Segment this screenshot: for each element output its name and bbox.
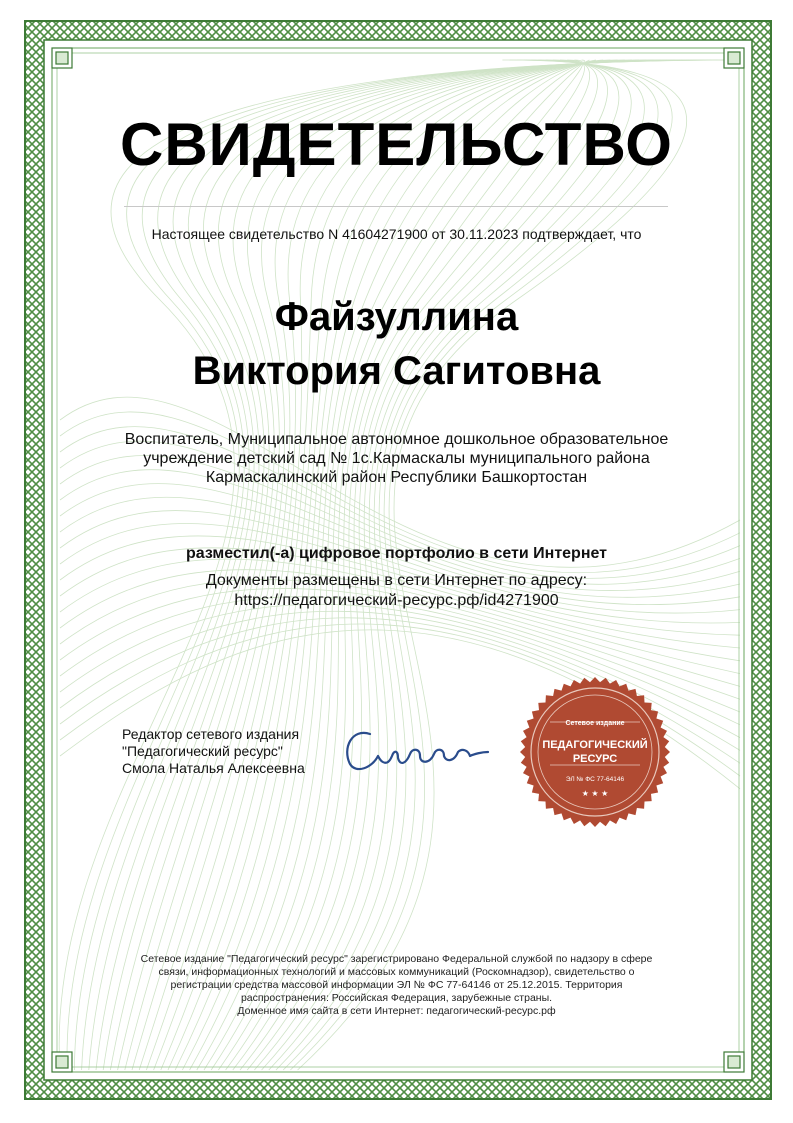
position-line: Кармаскалинский район Республики Башкортостан [205, 469, 588, 486]
editor-line: "Педагогический ресурс" [122, 743, 283, 759]
footer-line: Сетевое издание "Педагогический ресурс" зарегистрировано Федеральной службой по надзору в сфере [140, 953, 653, 965]
editor-block [122, 726, 305, 777]
editor-line: Редактор сетевого издания [122, 726, 300, 742]
footer-line: связи, информационных технологий и массовых коммуникаций (Роскомнадзор), свидетельство о [158, 966, 635, 978]
footer-line: Доменное имя сайта в сети Интернет: педагогический-ресурс.рф [237, 1005, 556, 1017]
title-divider [124, 206, 668, 207]
certificate-action: разместил(-а) цифровое портфолио в сети Интернет [185, 545, 608, 562]
documents-block [0, 571, 793, 611]
documents-url: https://педагогический-ресурс.рф/id4271900 [234, 592, 559, 609]
guilloche-pattern [59, 60, 740, 1070]
documents-label: Документы размещены в сети Интернет по адресу: [205, 572, 588, 589]
certificate-intro: Настоящее свидетельство N 41604271900 от 30.11.2023 подтверждает, что [151, 226, 642, 242]
footer-line: распространения: Российская Федерация, зарубежные страны. [240, 992, 553, 1004]
publisher-seal [520, 677, 670, 827]
recipient-position [90, 430, 703, 487]
seal-stars: ★ ★ ★ [581, 789, 609, 798]
seal-name-line1: ПЕДАГОГИЧЕСКИЙ [542, 739, 648, 751]
footer-line: регистрации средства массовой информации ЭЛ № ФС 77-64146 от 25.12.2015. Территория [170, 979, 623, 991]
position-line: Воспитатель, Муниципальное автономное дошкольное образовательное [124, 431, 669, 448]
seal-reg-number: ЭЛ № ФС 77-64146 [565, 776, 625, 783]
recipient-surname: Файзуллина [274, 295, 519, 339]
editor-line: Смола Наталья Алексеевна [122, 760, 305, 776]
certificate-title: СВИДЕТЕЛЬСТВО [120, 111, 673, 178]
seal-top-text: Сетевое издание [565, 720, 625, 727]
seal-name-line2: РЕСУРС [572, 753, 618, 765]
registration-footer [120, 953, 673, 1018]
recipient-given-names: Виктория Сагитовна [192, 349, 601, 393]
signature-image [347, 733, 488, 769]
position-line: учреждение детский сад № 1с.Кармаскалы муниципального района [143, 450, 650, 467]
